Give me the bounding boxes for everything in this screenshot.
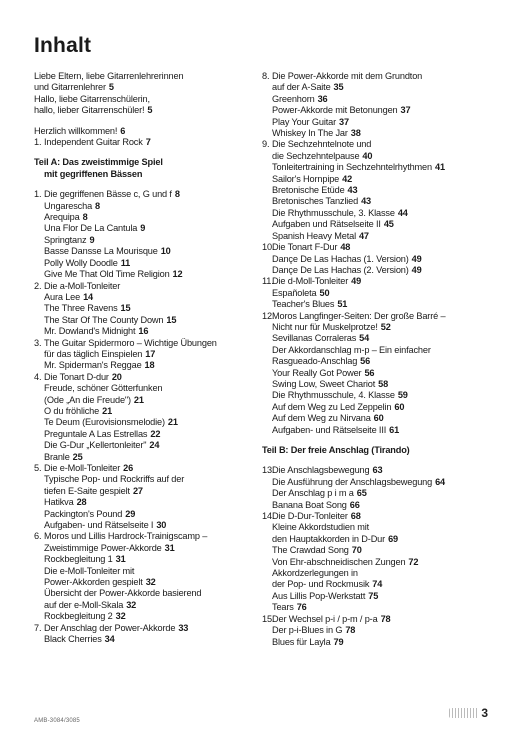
toc-entry[interactable]: Der Akkordanschlag m-p – Ein einfacher: [272, 344, 431, 355]
page-number: 3: [481, 706, 488, 720]
toc-column-left: [34, 71, 254, 646]
toc-chapter[interactable]: 14.Die D-Dur-Tonleiter 68: [262, 511, 361, 522]
toc-entry[interactable]: Typische Pop- und Rockriffs auf der: [44, 474, 185, 485]
toc-entry[interactable]: Basse Dansse La Mourisque 10: [44, 246, 171, 257]
toc-entry[interactable]: Herzlich willkommen! 6: [34, 125, 126, 136]
toc-entry[interactable]: Mr. Spiderman's Reggae 18: [44, 360, 155, 371]
toc-chapter[interactable]: 5. Die e-Moll-Tonleiter 26: [34, 463, 134, 473]
toc-entry[interactable]: Tears 76: [272, 602, 307, 613]
toc-entry[interactable]: Power-Akkorden gespielt 32: [44, 577, 156, 588]
toc-entry[interactable]: Springtanz 9: [44, 234, 95, 245]
toc-chapter[interactable]: 7. Der Anschlag der Power-Akkorde 33: [34, 622, 189, 633]
publication-code: AMB-3084/3085: [34, 718, 80, 724]
toc-entry[interactable]: Play Your Guitar 37: [272, 116, 349, 127]
toc-entry[interactable]: O du fröhliche 21: [44, 405, 113, 416]
toc-entry[interactable]: Swing Low, Sweet Chariot 58: [272, 378, 389, 389]
toc-entry[interactable]: Bretonische Etüde 43: [272, 185, 358, 196]
toc-entry[interactable]: Sailor's Hornpipe 42: [272, 173, 353, 184]
toc-entry[interactable]: hallo, lieber Gitarrenschüler! 5: [34, 105, 153, 116]
toc-entry[interactable]: Preguntale A Las Estrellas 22: [44, 428, 161, 439]
toc-entry[interactable]: Rockbegleitung 1 31: [44, 554, 126, 565]
toc-chapter[interactable]: 15.Der Wechsel p-i / p-m / p-a 78: [262, 613, 391, 624]
toc-entry[interactable]: The Crawdad Song 70: [272, 545, 362, 556]
toc-entry[interactable]: Die e-Moll-Tonleiter mit: [44, 565, 135, 576]
toc-entry[interactable]: Aura Lee 14: [44, 291, 94, 302]
toc-entry[interactable]: The Three Ravens 15: [44, 303, 131, 314]
toc-entry[interactable]: den Hauptakkorden in D-Dur 69: [272, 533, 398, 544]
toc-entry[interactable]: Your Really Got Power 56: [272, 367, 375, 378]
toc-entry[interactable]: auf der A-Saite 35: [272, 82, 344, 93]
toc-entry[interactable]: Bretonisches Tanzlied 43: [272, 196, 371, 207]
toc-entry[interactable]: Packington's Pound 29: [44, 508, 136, 519]
toc-entry[interactable]: für das täglich Einspielen 17: [44, 348, 156, 359]
toc-entry[interactable]: Dançe De Las Hachas (2. Version) 49: [272, 264, 422, 275]
toc-entry[interactable]: Nicht nur für Muskelprotze! 52: [272, 321, 391, 332]
toc-entry[interactable]: Liebe Eltern, liebe Gitarrenlehrerinnen: [34, 71, 184, 81]
page-number-badge: [449, 706, 488, 720]
toc-entry[interactable]: der Pop- und Rockmusik 74: [272, 579, 383, 590]
toc-entry[interactable]: Mr. Dowland's Midnight 16: [44, 326, 149, 337]
toc-entry[interactable]: Power-Akkorde mit Betonungen 37: [272, 105, 411, 116]
toc-entry[interactable]: (Ode „An die Freude") 21: [44, 394, 144, 405]
toc-entry[interactable]: Rockbegleitung 2 32: [44, 611, 126, 622]
toc-entry[interactable]: Whiskey In The Jar 38: [272, 128, 361, 139]
toc-chapter[interactable]: 8. Die Power-Akkorde mit dem Grundton: [262, 71, 423, 81]
toc-chapter[interactable]: 10.Die Tonart F-Dur 48: [262, 242, 351, 253]
section-heading: Teil B: Der freie Anschlag (Tirando): [262, 445, 410, 455]
toc-entry[interactable]: und Gitarrenlehrer 5: [34, 82, 114, 93]
toc-entry[interactable]: Der Anschlag p i m a 65: [272, 488, 367, 499]
toc-entry[interactable]: Hatikva 28: [44, 497, 87, 508]
toc-entry[interactable]: Spanish Heavy Metal 47: [272, 230, 369, 241]
ornament-icon: [449, 708, 479, 718]
toc-entry[interactable]: Aufgaben und Rätselseite II 45: [272, 219, 394, 230]
toc-entry[interactable]: Hallo, liebe Gitarrenschülerin,: [34, 93, 150, 104]
page-title: Inhalt: [34, 34, 92, 57]
toc-chapter[interactable]: 12.Moros Langfinger-Seiten: Der große Barré –: [262, 310, 446, 321]
toc-entry[interactable]: Rasgueado-Anschlag 56: [272, 356, 371, 367]
toc-entry[interactable]: Freude, schöner Götterfunken: [44, 383, 163, 394]
toc-column-right: [262, 71, 492, 648]
toc-entry[interactable]: Teacher's Blues 51: [272, 299, 348, 310]
toc-chapter[interactable]: 9. Die Sechzehntelnote und: [262, 139, 372, 150]
toc-entry[interactable]: Sevillanas Corraleras 54: [272, 333, 370, 344]
toc-entry[interactable]: die Sechzehntelpause 40: [272, 150, 373, 161]
toc-entry[interactable]: Aufgaben- und Rätselseite III 61: [272, 424, 400, 435]
toc-entry[interactable]: Blues für Layla 79: [272, 636, 344, 647]
toc-entry[interactable]: Te Deum (Eurovisionsmelodie) 21: [44, 417, 178, 428]
toc-entry[interactable]: Die Rhythmusschule, 3. Klasse 44: [272, 207, 408, 218]
toc-entry[interactable]: Auf dem Weg zu Nirvana 60: [272, 413, 384, 424]
toc-chapter[interactable]: 2. Die a-Moll-Tonleiter: [34, 280, 121, 291]
toc-chapter[interactable]: 11.Die d-Moll-Tonleiter 49: [262, 276, 362, 287]
toc-entry[interactable]: Die G-Dur „Kellertonleiter" 24: [44, 440, 160, 451]
toc-entry[interactable]: The Star Of The County Down 15: [44, 314, 177, 325]
toc-chapter[interactable]: 1. Die gegriffenen Bässe c, G und f 8: [34, 189, 180, 200]
toc-entry[interactable]: Aufgaben- und Rätselseite I 30: [44, 520, 167, 531]
toc-entry[interactable]: Die Ausführung der Anschlagsbewegung 64: [272, 476, 446, 487]
toc-entry[interactable]: Zweistimmige Power-Akkorde 31: [44, 542, 175, 553]
toc-entry[interactable]: Tonleitertraining in Sechzehntelrhythmen 41: [272, 162, 445, 173]
toc-entry[interactable]: Una Flor De La Cantula 9: [44, 223, 146, 234]
toc-entry[interactable]: Auf dem Weg zu Led Zeppelin 60: [272, 401, 405, 412]
toc-entry[interactable]: tiefen E-Saite gespielt 27: [44, 485, 143, 496]
toc-entry[interactable]: Give Me That Old Time Religion 12: [44, 269, 183, 280]
toc-chapter[interactable]: 4. Die Tonart D-dur 20: [34, 371, 122, 382]
toc-entry[interactable]: Black Cherries 34: [44, 634, 115, 645]
toc-entry[interactable]: Greenhorn 36: [272, 93, 328, 104]
toc-chapter[interactable]: 6. Moros und Lillis Hardrock-Trainigscamp –: [34, 531, 208, 542]
toc-chapter[interactable]: 13.Die Anschlagsbewegung 63: [262, 465, 383, 476]
toc-chapter[interactable]: 1. Independent Guitar Rock 7: [34, 137, 151, 148]
section-heading: mit gegriffenen Bässen: [44, 168, 143, 179]
toc-entry[interactable]: Españoleta 50: [272, 287, 330, 298]
toc-entry[interactable]: Banana Boat Song 66: [272, 499, 360, 510]
toc-entry[interactable]: Übersicht der Power-Akkorde basierend: [44, 588, 202, 599]
toc-chapter[interactable]: 3. The Guitar Spidermoro – Wichtige Übungen: [34, 337, 217, 348]
toc-entry[interactable]: Akkordzerlegungen in: [272, 568, 358, 579]
toc-entry[interactable]: Branle 25: [44, 451, 83, 462]
section-heading: Teil A: Das zweistimmige Spiel: [34, 157, 163, 168]
toc-entry[interactable]: Dançe De Las Hachas (1. Version) 49: [272, 253, 422, 264]
toc-entry[interactable]: Kleine Akkordstudien mit: [272, 522, 370, 533]
toc-entry[interactable]: Aus Lillis Pop-Werkstatt 75: [272, 590, 379, 601]
toc-entry[interactable]: Die Rhythmusschule, 4. Klasse 59: [272, 390, 408, 401]
toc-entry[interactable]: Von Ehr-abschneidischen Zungen 72: [272, 556, 419, 567]
toc-entry[interactable]: auf der e-Moll-Skala 32: [44, 599, 137, 610]
toc-entry[interactable]: Arequipa 8: [44, 212, 88, 223]
toc-entry[interactable]: Der p-i-Blues in G 78: [272, 625, 356, 636]
toc-entry[interactable]: Polly Wolly Doodle 11: [44, 257, 131, 268]
toc-entry[interactable]: Ungarescha 8: [44, 200, 101, 211]
